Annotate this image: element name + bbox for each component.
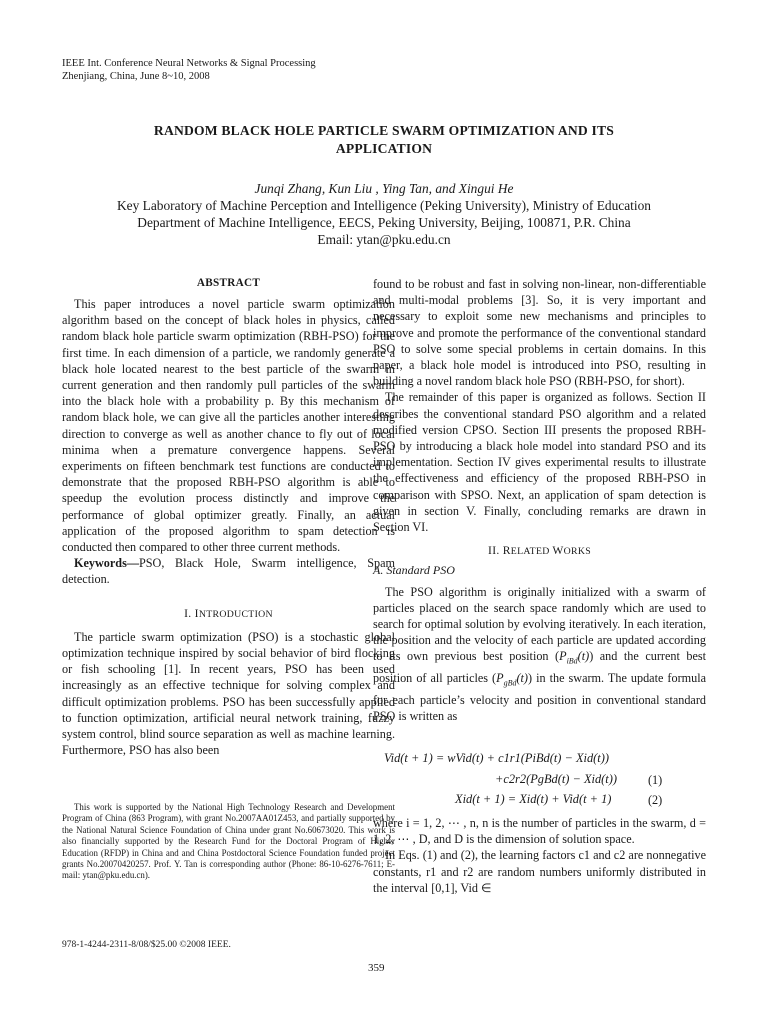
- abstract-text: This paper introduces a novel particle swarm optimization algorithm based on the concept of black holes in physics, called random black hole particle swarm optimization (RBH-PSO) for the first time. In each dimension of a particle, we randomly generate a black hole located nearest to the best particle of the swarm in current generation and then randomly pull particles of the swarm into the black hole with a probability p. By this mechanism of random black hole, we can give all the particles another interesting direction to converge as well as another chance to fly out of local minima when a premature convergence happens. Several experiments on fifteen benchmark test functions are conducted to demonstrate that the proposed RBH-PSO algorithm is able to speedup the evolution process distinctly and improve the performance of global optimizer greatly. Finally, an actual application of the proposed algorithm to spam detection is conducted then compared to other three current methods.: [62, 297, 395, 555]
- abstract-heading: ABSTRACT: [196, 277, 261, 289]
- section-heading-introduction: I. INTRODUCTION: [184, 606, 273, 620]
- keywords-label: Keywords: [74, 556, 127, 571]
- equation-1-number: (1): [648, 773, 663, 787]
- funding-footnote: This work is supported by the National High Technology Research and Development Program of China (863 Program), with grant No.2007AA01Z453, and partially supported by the National Natural Science Foundation of China under grant No.60673020. This work is also financially supported by the Research Fund for the Doctoral Program of Higher Education (RFDP) in China and and China Postdoctoral Science Foundation funded project grants No.20070420257. Prof. Y. Tan is corresponding author (Phone: 86-10-6276-7611; E-mail: ytan@pku.edu.cn).: [62, 802, 395, 881]
- author-email: Email: ytan@pku.edu.cn: [317, 232, 451, 247]
- paper-title: [100, 122, 668, 158]
- equation-1-line-1: Vid(t + 1) = wVid(t) + c1r1(PiBd(t) − Xid(t)): [384, 751, 609, 765]
- keywords-text: PSO, Black Hole, Swarm intelligence, Spam detection.: [62, 556, 395, 587]
- equation-2: Xid(t + 1) = Xid(t) + Vid(t + 1): [455, 792, 612, 806]
- affiliation-1: Key Laboratory of Machine Perception and Intelligence (Peking University), Ministry of Education: [117, 198, 651, 213]
- paper-organization: The remainder of this paper is organized as follows. Section II describes the conventional standard PSO algorithm and a related modified version CPSO. Section III presents the proposed RBH-PSO by introducing a black hole model into standard PSO and its implementation. Section IV gives experimental results to illustrate the effectiveness and efficiency of the proposed RBH-PSO in comparison with SPSO. Next, an application of spam detection is given in section V. Finally, concluding remarks are drawn in Section VI.: [373, 390, 706, 535]
- author-block: [40, 180, 728, 248]
- page-number: 359: [368, 962, 385, 974]
- affiliation-2: Department of Machine Intelligence, EECS, Peking University, Beijing, 100871, P.R. China: [137, 215, 631, 230]
- equation-1-line-2: +c2r2(PgBd(t) − Xid(t)): [495, 772, 618, 786]
- keywords: Keywords—PSO, Black Hole, Swarm intelligence, Spam detection.: [62, 556, 395, 587]
- standard-pso-description: The PSO algorithm is originally initialized with a swarm of particles placed on the search space randomly which are used to search for optimal solution by evolving iteratively. In each iteration, the position and the velocity of each particle are updated according to its own previous best position $(P_{iBd}(t))$ and the current best position of all particles $(P_{gBd}(t))$ in the swarm. The update formula for each particle’s velocity and position in conventional standard PSO is written as: [373, 584, 706, 723]
- right-column-lower: [373, 815, 706, 896]
- subsection-standard-pso: A. Standard PSO: [373, 563, 455, 578]
- left-column: [62, 276, 395, 758]
- conference-location-date: Zhenjiang, China, June 8~10, 2008: [62, 71, 210, 82]
- learning-factors-text: In Eqs. (1) and (2), the learning factors c1 and c2 are nonnegative constants, r1 and r2 are random numbers uniformly distributed in the interval [0,1], Vid ∈: [373, 848, 706, 895]
- conference-name: IEEE Int. Conference Neural Networks & Signal Processing: [62, 58, 316, 69]
- right-column: [373, 276, 706, 724]
- title-line-2: APPLICATION: [335, 141, 433, 156]
- equation-2-number: (2): [648, 793, 663, 807]
- intro-continuation: found to be robust and fast in solving non-linear, non-differentiable and multi-modal problems [3]. So, it is very important and necessary to exploit some new mechanisms and principles to improve and promote the performance of the conventional standard PSO to solve some special problems in certain domains. In this paper, a black hole model is introduced into PSO, resulting in building a novel random black hole PSO (RBH-PSO, for short).: [373, 277, 706, 389]
- introduction-text: The particle swarm optimization (PSO) is a stochastic global optimization technique inspired by social behavior of bird flocking or fish schooling [1]. In recent years, PSO has been used increasingly as an effective technique for solving complex and difficult optimization problems. PSO has been successfully applied to function optimization, artificial neural network training, fuzzy system control, blind source separation as well as machine learning. Furthermore, PSO has also been: [62, 629, 395, 758]
- copyright-notice: 978-1-4244-2311-8/08/$25.00 ©2008 IEEE.: [62, 940, 231, 950]
- index-definitions: where i = 1, 2, ⋯ , n, n is the number of particles in the swarm, d = 1, 2, ⋯ , D, and D is the dimension of solution space.: [373, 816, 706, 847]
- conference-header: [62, 57, 316, 83]
- section-heading-related-works: II. RELATED WORKS: [488, 544, 591, 558]
- title-line-1: RANDOM BLACK HOLE PARTICLE SWARM OPTIMIZATION AND ITS: [153, 123, 615, 138]
- author-names: Junqi Zhang, Kun Liu , Ying Tan, and Xingui He: [254, 181, 514, 196]
